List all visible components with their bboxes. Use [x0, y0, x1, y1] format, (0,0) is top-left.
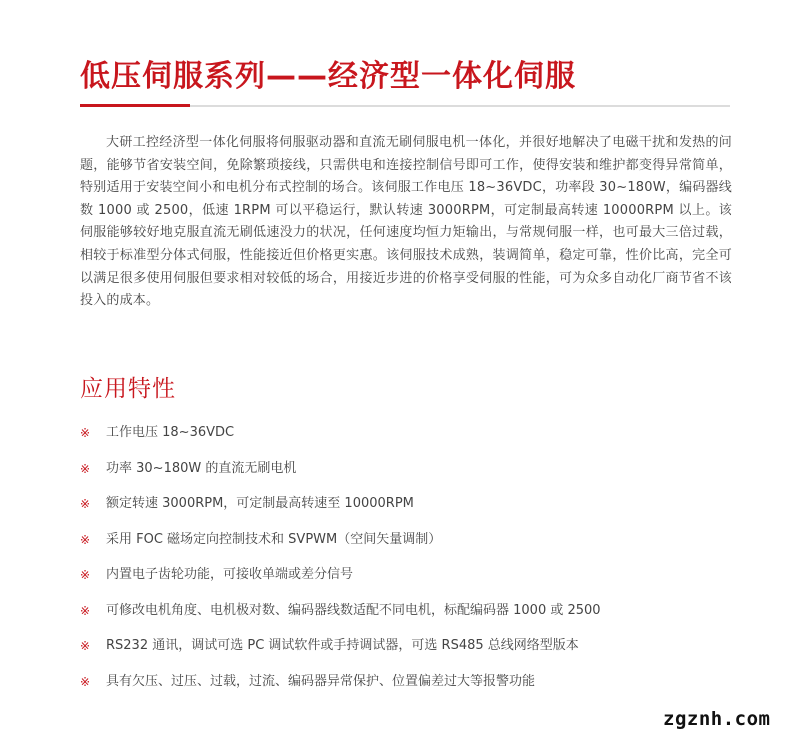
intro-paragraph: 大研工控经济型一体化伺服将伺服驱动器和直流无刷伺服电机一体化，并很好地解决了电磁干扰和发热的问题，能够节省安装空间，免除繁琐接线，只需供电和连接控制信号即可工作，使得安装和维护都变得异常简单，特别适用于安装空间小和电机分布式控制的场合。该伺服工作电压 18~36VDC，功率段 30~180W，编码器线数 1000 或 2500，低速 1RPM 可以平稳运行，默认转速 3000RPM，可定制最高转速 10000RPM 以上。该伺服能够较好地克服直流无刷低速没力的状况，任何速度均恒力矩输出，与常规伺服一样，也可最大三倍过载，相较于标准型分体式伺服，性能接近但价格更实惠。该伺服技术成熟，装调简单，稳定可靠，性价比高，完全可以满足很多使用伺服但要求相对较低的场合，用接近步进的价格享受伺服的性能，可为众多自动化厂商节省不该投入的成本。	[80, 135, 732, 309]
reference-mark-icon: ※	[80, 532, 91, 547]
feature-item	[80, 459, 740, 495]
feature-item	[80, 530, 740, 566]
feature-item	[80, 672, 740, 708]
title-divider-accent	[80, 104, 190, 107]
feature-text: 工作电压 18~36VDC	[106, 425, 235, 440]
reference-mark-icon: ※	[80, 461, 91, 476]
page-title: 低压伺服系列——经济型一体化伺服	[80, 59, 576, 94]
feature-item	[80, 636, 740, 672]
site-watermark: zgznh.com	[663, 708, 771, 730]
feature-text: 功率 30~180W 的直流无刷电机	[106, 460, 297, 476]
reference-mark-icon: ※	[80, 639, 91, 653]
feature-text: 具有欠压、过压、过载，过流、编码器异常保护、位置偏差过大等报警功能	[106, 673, 536, 689]
feature-text: 内置电子齿轮功能，可接收单端或差分信号	[106, 567, 354, 582]
feature-list	[80, 423, 740, 707]
feature-text: RS232 通讯，调试可选 PC 调试软件或手持调试器，可选 RS485 总线网络型版本	[106, 638, 579, 653]
feature-text: 额定转速 3000RPM，可定制最高转速至 10000RPM	[106, 496, 414, 511]
reference-mark-icon: ※	[80, 568, 91, 582]
reference-mark-icon: ※	[80, 674, 91, 689]
feature-item	[80, 565, 740, 601]
feature-item	[80, 423, 740, 459]
reference-mark-icon: ※	[80, 603, 91, 618]
section-title-features: 应用特性	[80, 376, 176, 402]
feature-text: 采用 FOC 磁场定向控制技术和 SVPWM（空间矢量调制）	[106, 531, 442, 547]
feature-item	[80, 494, 740, 530]
feature-item	[80, 601, 740, 637]
reference-mark-icon: ※	[80, 426, 91, 440]
reference-mark-icon: ※	[80, 497, 91, 511]
feature-text: 可修改电机角度、电机极对数、编码器线数适配不同电机，标配编码器 1000 或 2500	[106, 602, 601, 618]
